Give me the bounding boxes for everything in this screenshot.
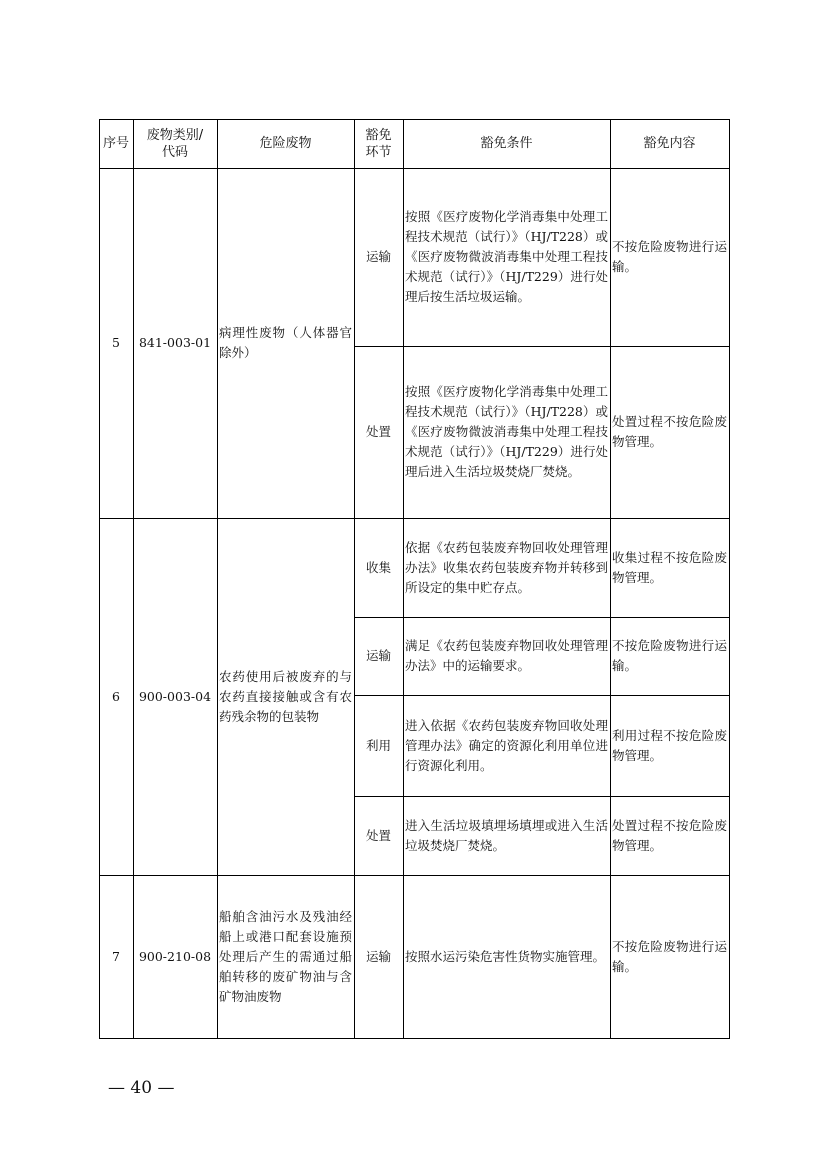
row6-waste-code: 900-003-04 (138, 688, 212, 704)
row7-stage-1: 运输 (365, 948, 391, 964)
row5-condition-1: 按照《医疗废物化学消毒集中处理工程技术规范（试行）》（HJ/T228）或《医疗废物微波消毒集中处理工程技术规范（试行）》（HJ/T229）进行处理后按生活垃圾运输。 (405, 209, 608, 304)
header-exempt-condition: 豁免条件 (480, 136, 533, 151)
row5-content-1: 不按危险废物进行运输。 (612, 239, 727, 274)
row5-serial-no: 5 (112, 335, 120, 350)
row6-serial-no: 6 (112, 688, 120, 704)
row5-waste-code: 841-003-01 (138, 335, 212, 350)
header-exempt-content: 豁免内容 (643, 136, 696, 151)
row6-content-2: 不按危险废物进行运输。 (612, 638, 727, 673)
table-rule-bottom (99, 1038, 730, 1039)
row6-condition-2: 满足《农药包装废弃物回收处理管理办法》中的运输要求。 (405, 638, 608, 673)
row6-content-3: 利用过程不按危险废物管理。 (612, 727, 727, 763)
header-exempt-stage: 豁免环节 (365, 127, 392, 160)
row5-content-2: 处置过程不按危险废物管理。 (612, 414, 727, 449)
row6-stage-4: 处置 (365, 827, 391, 843)
row7-condition-1: 按照水运污染危害性货物实施管理。 (405, 948, 606, 964)
row6-content-4: 处置过程不按危险废物管理。 (612, 817, 727, 853)
row7-waste-code: 900-210-08 (138, 948, 212, 964)
row6-stage-3: 利用 (365, 737, 391, 753)
header-hazardous-waste: 危险废物 (259, 136, 312, 151)
page-number: — 40 — (108, 1078, 175, 1098)
header-serial-no: 序号 (102, 136, 129, 151)
row6-content-1: 收集过程不按危险废物管理。 (612, 549, 727, 585)
row7-content-1: 不按危险废物进行运输。 (612, 938, 727, 974)
row6-stage-1: 收集 (365, 559, 391, 575)
row6-condition-1: 依据《农药包装废弃物回收处理管理办法》收集农药包装废弃物并转移到所设定的集中贮存点。 (405, 539, 608, 595)
row5-condition-2: 按照《医疗废物化学消毒集中处理工程技术规范（试行）》（HJ/T228）或《医疗废物微波消毒集中处理工程技术规范（试行）》（HJ/T229）进行处理后进入生活垃圾焚烧厂焚烧。 (405, 384, 608, 479)
row6-condition-3: 进入依据《农药包装废弃物回收处理管理办法》确定的资源化利用单位进行资源化利用。 (405, 717, 608, 773)
row7-serial-no: 7 (112, 948, 120, 964)
row5-stage-1: 运输 (365, 249, 391, 264)
row6-waste-name: 农药使用后被废弃的与农药直接接触或含有农药残余物的包装物 (219, 668, 352, 724)
row7-waste-name: 船舶含油污水及残油经船上或港口配套设施预处理后产生的需通过船舶转移的废矿物油与含矿物油废物 (219, 908, 352, 1004)
table-rule-v6 (729, 119, 730, 1038)
row5-waste-name: 病理性废物（人体器官除外） (219, 325, 352, 360)
row6-condition-4: 进入生活垃圾填埋场填埋或进入生活垃圾焚烧厂焚烧。 (405, 817, 608, 853)
row5-stage-2: 处置 (365, 424, 391, 439)
header-waste-code: 废物类别/代码 (146, 127, 204, 160)
row6-stage-2: 运输 (365, 648, 391, 663)
